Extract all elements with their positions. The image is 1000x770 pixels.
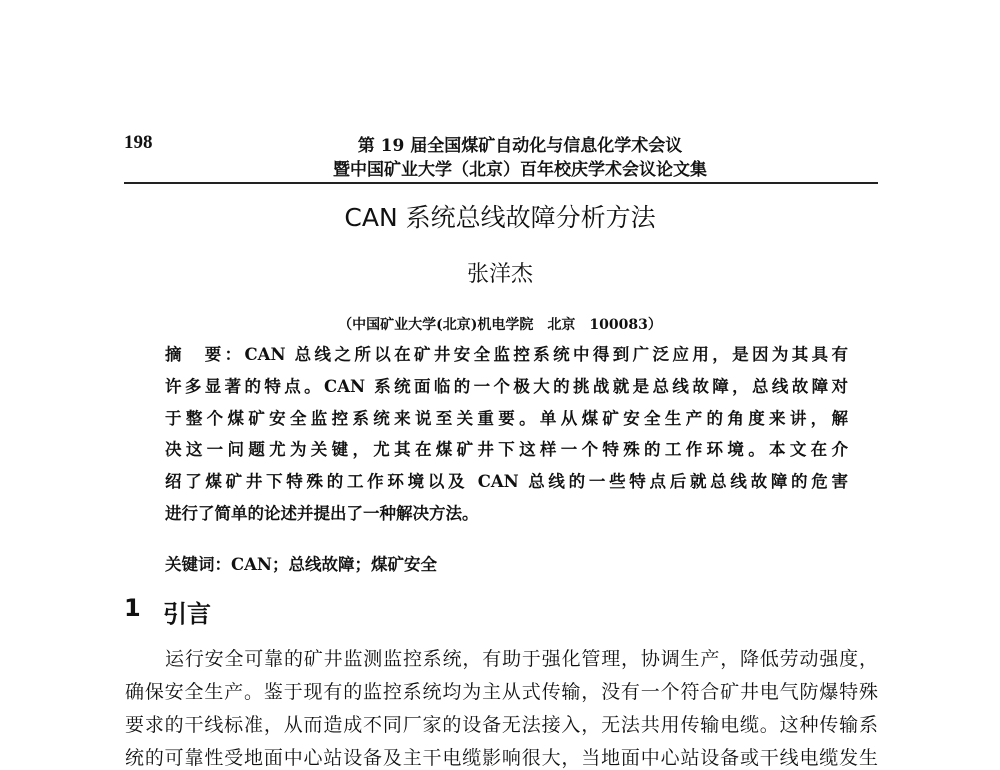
- running-header-line-2: 暨中国矿业大学（北京）百年校庆学术会议论文集: [333, 160, 707, 180]
- abstract-line: 许多显著的特点。CAN 系统面临的一个极大的挑战就是总线故障，总线故障对: [165, 377, 848, 396]
- running-header-line-1: 第 19 届全国煤矿自动化与信息化学术会议: [357, 136, 683, 156]
- body-line: 运行安全可靠的矿井监测监控系统，有助于强化管理，协调生产，降低劳动强度，: [165, 648, 878, 670]
- abstract-line: 绍了煤矿井下特殊的工作环境以及 CAN 总线的一些特点后就总线故障的危害: [165, 472, 848, 491]
- body-line: 要求的干线标准，从而造成不同厂家的设备无法接入，无法共用传输电缆。这种传输系: [125, 714, 878, 736]
- author: 张洋杰: [466, 262, 533, 287]
- paper-title: CAN 系统总线故障分析方法: [344, 203, 656, 232]
- section-number: 1: [124, 594, 141, 622]
- page-number: 198: [124, 132, 153, 153]
- abstract-line: 进行了简单的论述并提出了一种解决方法。: [165, 504, 479, 523]
- abstract-line: 决这一问题尤为关键，尤其在煤矿井下这样一个特殊的工作环境。本文在介: [165, 440, 848, 459]
- body-line: 统的可靠性受地面中心站设备及主干电缆影响很大，当地面中心站设备或干线电缆发生: [125, 747, 878, 769]
- section-title: 引言: [163, 600, 211, 628]
- body-line: 确保安全生产。鉴于现有的监控系统均为主从式传输，没有一个符合矿井电气防爆特殊: [125, 681, 878, 703]
- keywords: 关键词：CAN；总线故障；煤矿安全: [165, 555, 438, 574]
- abstract-line: 于整个煤矿安全监控系统来说至关重要。单从煤矿安全生产的角度来讲，解: [165, 409, 848, 428]
- header-rule: [124, 182, 878, 184]
- abstract-line: 摘 要：CAN 总线之所以在矿井安全监控系统中得到广泛应用，是因为其具有: [165, 345, 848, 364]
- affiliation: （中国矿业大学(北京)机电学院 北京 100083）: [338, 317, 662, 333]
